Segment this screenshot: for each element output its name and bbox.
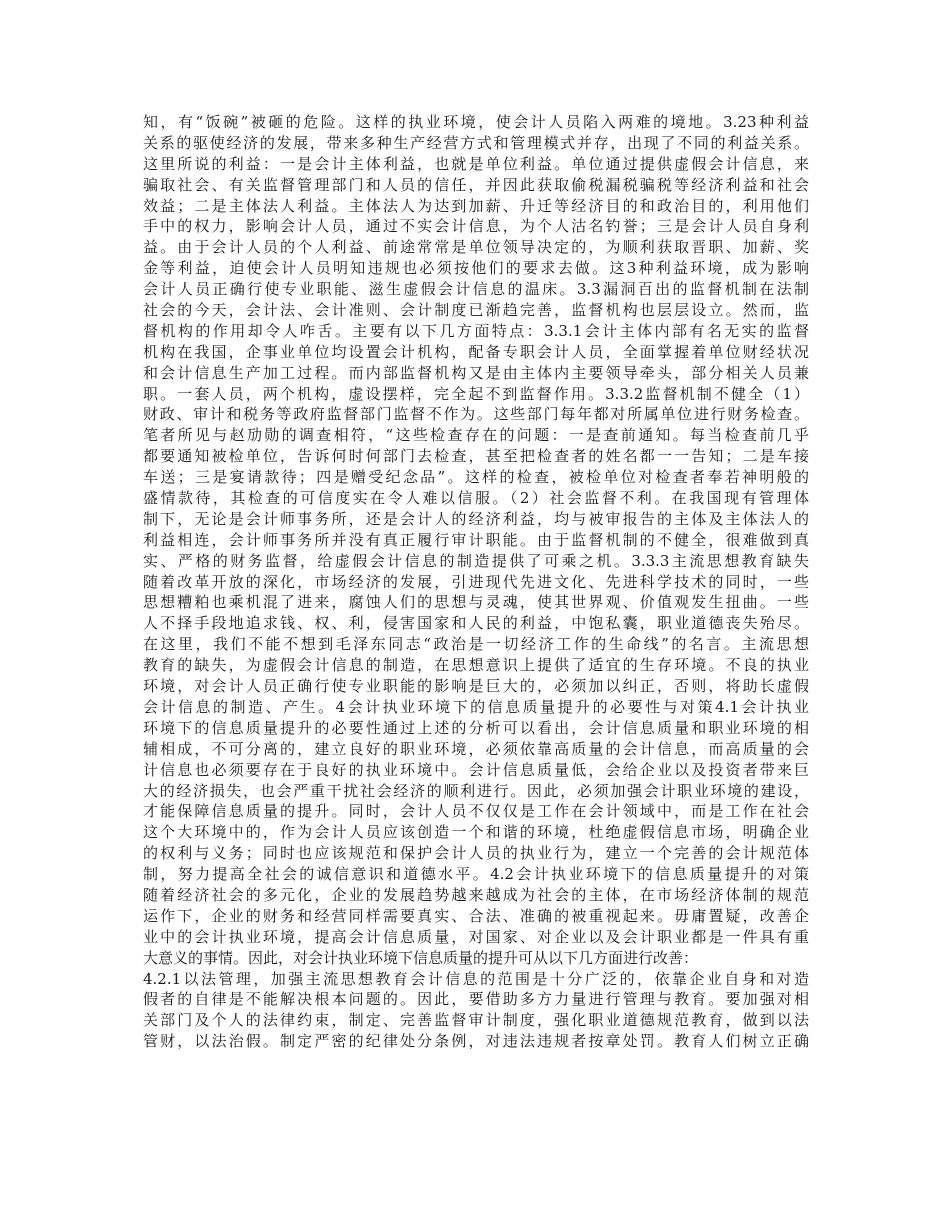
- text-line: 益。由于会计人员的个人利益、前途常常是单位领导决定的，为顺利获取晋职、加薪、奖: [143, 238, 809, 257]
- text-line: 大的经济损失，也会严重干扰社会经济的顺利进行。因此，必须加强会计职业环境的建设，: [143, 781, 809, 800]
- text-line: 教育的缺失，为虚假会计信息的制造，在思想意识上提供了适宜的生存环境。不良的执业: [143, 656, 809, 675]
- text-line: 机构在我国，企事业单位均设置会计机构，配备专职会计人员，全面掌握着单位财经状况: [143, 342, 809, 361]
- text-line: 车送；三是宴请款待；四是赠受纪念品”。这样的检查，被检单位对检查者奉若神明般的: [143, 468, 809, 487]
- text-line: 盛情款待，其检查的可信度实在令人难以信服。（2）社会监督不利。在我国现有管理体: [143, 489, 809, 508]
- text-line: 管财，以法治假。制定严密的纪律处分条例，对违法违规者按章处罚。教育人们树立正确: [143, 1032, 809, 1051]
- text-line: 会计信息的制造、产生。4会计执业环境下的信息质量提升的必要性与对策4.1会计执业: [143, 697, 809, 716]
- text-line: 环境，对会计人员正确行使专业职能的影响是巨大的，必须加以纠正，否则，将助长虚假: [143, 677, 809, 696]
- text-line: 会计人员正确行使专业职能、滋生虚假会计信息的温床。3.3漏洞百出的监督机制在法制: [143, 280, 809, 299]
- text-line: 实、严格的财务监督，给虚假会计信息的制造提供了可乘之机。3.3.3主流思想教育缺失: [143, 551, 809, 570]
- text-line: 人不择手段地追求钱、权、利，侵害国家和人民的利益，中饱私囊，职业道德丧失殆尽。: [143, 614, 809, 633]
- text-line: 随着改革开放的深化，市场经济的发展，引进现代先进文化、先进科学技术的同时，一些: [143, 572, 809, 591]
- text-line: 假者的自律是不能解决根本问题的。因此，要借助多方力量进行管理与教育。要加强对相: [143, 990, 809, 1009]
- text-line: 的权利与义务；同时也应该规范和保护会计人员的执业行为，建立一个完善的会计规范体: [143, 844, 809, 863]
- text-line: 这里所说的利益：一是会计主体利益，也就是单位利益。单位通过提供虚假会计信息，来: [143, 154, 809, 173]
- text-line: 辅相成，不可分离的，建立良好的职业环境，必须依靠高质量的会计信息，而高质量的会: [143, 739, 809, 758]
- text-line: 运作下，企业的财务和经营同样需要真实、合法、准确的被重视起来。毋庸置疑，改善企: [143, 906, 809, 925]
- text-line: 计信息也必须要存在于良好的执业环境中。会计信息质量低，会给企业以及投资者带来巨: [143, 760, 809, 779]
- text-line: 制下，无论是会计师事务所，还是会计人的经济利益，均与被审报告的主体及主体法人的: [143, 509, 809, 528]
- text-line: 知，有“饭碗”被砸的危险。这样的执业环境，使会计人员陷入两难的境地。3.23种利益: [143, 113, 809, 131]
- text-line: 这个大环境中的，作为会计人员应该创造一个和谐的环境，杜绝虚假信息市场，明确企业: [143, 823, 809, 842]
- text-line: 骗取社会、有关监督管理部门和人员的信任，并因此获取偷税漏税骗税等经济利益和社会: [143, 175, 809, 194]
- text-line: 关部门及个人的法律约束，制定、完善监督审计制度，强化职业道德规范教育，做到以法: [143, 1011, 809, 1030]
- text-line: 效益；二是主体法人利益。主体法人为达到加薪、升迁等经济目的和政治目的，利用他们: [143, 196, 809, 215]
- text-line: 社会的今天，会计法、会计准则、会计制度已渐趋完善，监督机构也层层设立。然而，监: [143, 301, 809, 320]
- text-line: 利益相连，会计师事务所并没有真正履行审计职能。由于监督机制的不健全，很难做到真: [143, 530, 809, 549]
- text-line: 职。一套人员，两个机构，虚设摆样，完全起不到监督作用。3.3.2监督机制不健全（1）: [143, 384, 809, 403]
- text-line: 关系的驱使经济的发展，带来多种生产经营方式和管理模式并存，出现了不同的利益关系。: [143, 133, 809, 152]
- body-text: [143, 112, 809, 1052]
- text-line: 手中的权力，影响会计人员，通过不实会计信息，为个人沽名钓誉；三是会计人员自身利: [143, 217, 809, 236]
- text-line: 4.2.1以法管理，加强主流思想教育会计信息的范围是十分广泛的，依靠企业自身和对造: [143, 969, 809, 988]
- text-line: 思想糟粕也乘机混了进来，腐蚀人们的思想与灵魂，使其世界观、价值观发生扭曲。一些: [143, 593, 809, 612]
- text-line: 督机构的作用却令人咋舌。主要有以下几方面特点：3.3.1会计主体内部有名无实的监督: [143, 321, 809, 340]
- text-line: 大意义的事情。因此，对会计执业环境下信息质量的提升可从以下几方面进行改善：: [143, 948, 699, 967]
- text-line: 金等利益，迫使会计人员明知违规也必须按他们的要求去做。这3种利益环境，成为影响: [143, 259, 809, 278]
- text-line: 笔者所见与赵劢勋的调查相符，“这些检查存在的问题：一是查前通知。每当检查前几乎: [143, 426, 809, 445]
- text-line: 制，努力提高全社会的诚信意识和道德水平。4.2会计执业环境下的信息质量提升的对策: [143, 865, 809, 884]
- text-line: 财政、审计和税务等政府监督部门监督不作为。这些部门每年都对所属单位进行财务检查。: [143, 405, 809, 424]
- text-line: 才能保障信息质量的提升。同时，会计人员不仅仅是工作在会计领域中，而是工作在社会: [143, 802, 809, 821]
- text-line: 业中的会计执业环境，提高会计信息质量，对国家、对企业以及会计职业都是一件具有重: [143, 927, 809, 946]
- text-line: 环境下的信息质量提升的必要性通过上述的分析可以看出，会计信息质量和职业环境的相: [143, 718, 809, 737]
- text-line: 都要通知被检单位，告诉何时何部门去检查，甚至把检查者的姓名都一一告知；二是车接: [143, 447, 809, 466]
- text-line: 随着经济社会的多元化，企业的发展趋势越来越成为社会的主体，在市场经济体制的规范: [143, 885, 809, 904]
- text-line: 和会计信息生产加工过程。而内部监督机构又是由主体内主要领导牵头，部分相关人员兼: [143, 363, 809, 382]
- text-line: 在这里，我们不能不想到毛泽东同志“政治是一切经济工作的生命线”的名言。主流思想: [143, 635, 809, 654]
